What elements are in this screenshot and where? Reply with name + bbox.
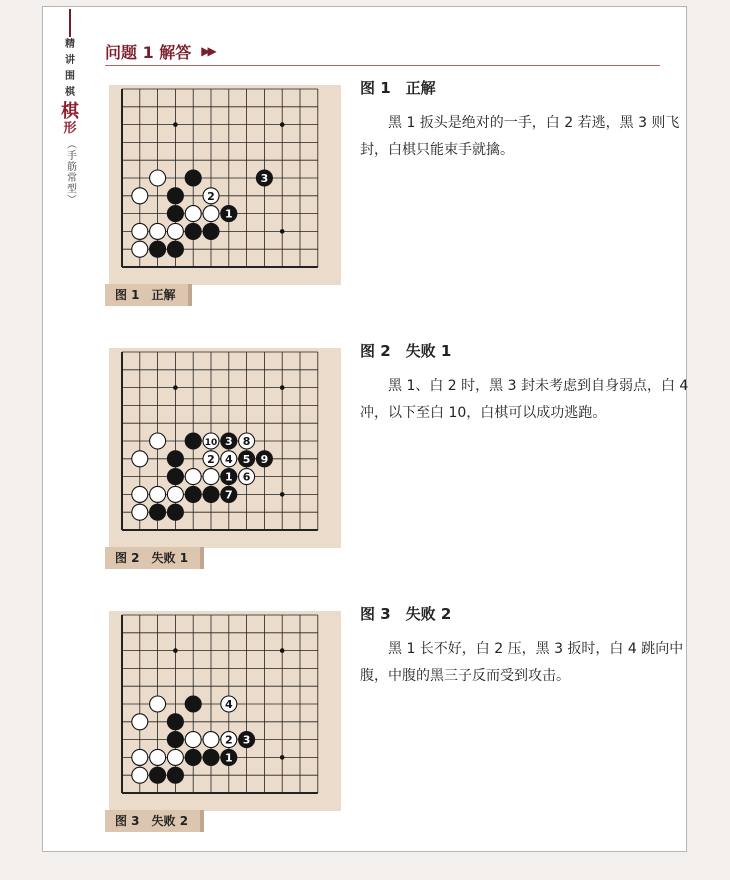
section-header bbox=[105, 37, 660, 66]
white-stone bbox=[221, 732, 237, 748]
black-stone bbox=[167, 241, 183, 257]
figure-1 bbox=[105, 77, 705, 307]
white-stone bbox=[239, 433, 255, 449]
move-number: 3 bbox=[260, 172, 269, 185]
star-point bbox=[280, 229, 285, 234]
figure-body: 黑 1 扳头是绝对的一手，白 2 若逃，黑 3 则飞封，白棋只能束手就擒。 bbox=[360, 115, 680, 158]
white-stone bbox=[221, 451, 237, 467]
white-stone bbox=[132, 714, 148, 730]
black-stone bbox=[167, 504, 183, 520]
figure-title: 图 1 正解 bbox=[360, 79, 436, 97]
go-board-1 bbox=[105, 77, 345, 307]
black-stone bbox=[167, 732, 183, 748]
move-number: 2 bbox=[224, 733, 233, 747]
figure-caption: 图 2 失败 1 bbox=[105, 547, 204, 569]
figure-title: 图 2 失败 1 bbox=[360, 342, 452, 360]
series-char: 围 bbox=[65, 71, 75, 82]
black-stone bbox=[185, 223, 201, 239]
move-number: 8 bbox=[242, 435, 251, 448]
go-board-2 bbox=[105, 340, 345, 570]
stone-circle bbox=[185, 469, 201, 485]
move-number: 3 bbox=[242, 733, 251, 747]
stone-circle bbox=[185, 223, 201, 239]
move-number: 1 bbox=[224, 207, 233, 221]
stone-circle bbox=[132, 188, 148, 204]
black-stone bbox=[185, 749, 201, 765]
stone-circle bbox=[150, 767, 166, 783]
star-point bbox=[173, 122, 178, 127]
stone-circle bbox=[167, 714, 183, 730]
white-stone bbox=[132, 486, 148, 502]
black-stone bbox=[221, 469, 237, 485]
figure-text bbox=[360, 603, 705, 690]
stone-circle bbox=[203, 486, 219, 502]
black-stone bbox=[256, 170, 272, 186]
stone-circle bbox=[203, 223, 219, 239]
black-stone bbox=[239, 732, 255, 748]
black-stone bbox=[221, 486, 237, 502]
stone-circle bbox=[185, 486, 201, 502]
figure-text bbox=[360, 77, 705, 164]
black-stone bbox=[185, 433, 201, 449]
stone-circle bbox=[132, 241, 148, 257]
move-number: 5 bbox=[242, 452, 251, 466]
move-number: 4 bbox=[224, 698, 233, 711]
move-number: 10 bbox=[204, 438, 218, 448]
stone-circle bbox=[203, 749, 219, 765]
series-char: 棋 bbox=[65, 87, 75, 98]
series-sidebar bbox=[57, 9, 83, 205]
stone-circle bbox=[203, 206, 219, 222]
white-stone bbox=[221, 696, 237, 712]
series-title-char: 棋 bbox=[61, 101, 79, 122]
black-stone bbox=[167, 206, 183, 222]
stone-circle bbox=[132, 504, 148, 520]
star-point bbox=[280, 755, 285, 760]
stone-circle bbox=[132, 486, 148, 502]
white-stone bbox=[150, 433, 166, 449]
stone-circle bbox=[150, 696, 166, 712]
section-title: 问题 1 解答 bbox=[105, 42, 192, 62]
book-page bbox=[42, 6, 687, 852]
stone-circle bbox=[167, 504, 183, 520]
star-point bbox=[280, 385, 285, 390]
series-char: 讲 bbox=[65, 55, 75, 66]
stone-circle bbox=[167, 767, 183, 783]
stone-circle bbox=[185, 206, 201, 222]
move-number: 1 bbox=[224, 751, 233, 765]
stone-circle bbox=[203, 469, 219, 485]
stone-circle bbox=[203, 732, 219, 748]
white-stone bbox=[132, 223, 148, 239]
black-stone bbox=[185, 696, 201, 712]
double-arrow-icon: ▶▶ bbox=[201, 44, 214, 58]
stone-circle bbox=[167, 206, 183, 222]
move-number: 9 bbox=[260, 452, 269, 466]
white-stone bbox=[132, 451, 148, 467]
black-stone bbox=[203, 749, 219, 765]
black-stone bbox=[167, 451, 183, 467]
white-stone bbox=[239, 469, 255, 485]
figure-caption: 图 1 正解 bbox=[105, 284, 192, 306]
star-point bbox=[173, 648, 178, 653]
white-stone bbox=[185, 206, 201, 222]
stone-circle bbox=[132, 749, 148, 765]
stone-circle bbox=[185, 749, 201, 765]
series-char: 精 bbox=[65, 39, 75, 50]
stone-circle bbox=[185, 433, 201, 449]
stone-circle bbox=[150, 223, 166, 239]
stone-circle bbox=[150, 504, 166, 520]
move-number: 1 bbox=[224, 470, 233, 484]
figure-2 bbox=[105, 340, 705, 570]
white-stone bbox=[185, 732, 201, 748]
go-board-diagram bbox=[105, 340, 345, 550]
stone-circle bbox=[167, 469, 183, 485]
star-point bbox=[173, 385, 178, 390]
black-stone bbox=[150, 767, 166, 783]
stone-circle bbox=[185, 732, 201, 748]
stone-circle bbox=[150, 749, 166, 765]
black-stone bbox=[167, 469, 183, 485]
white-stone bbox=[150, 696, 166, 712]
white-stone bbox=[150, 223, 166, 239]
sidebar-rule bbox=[69, 9, 71, 37]
white-stone bbox=[203, 433, 219, 449]
move-number: 4 bbox=[224, 452, 233, 466]
stone-circle bbox=[150, 486, 166, 502]
stone-circle bbox=[150, 241, 166, 257]
white-stone bbox=[132, 749, 148, 765]
black-stone bbox=[167, 188, 183, 204]
white-stone bbox=[132, 241, 148, 257]
white-stone bbox=[203, 451, 219, 467]
white-stone bbox=[203, 469, 219, 485]
series-subtitle: （手筋常型） bbox=[64, 139, 76, 205]
move-number: 3 bbox=[224, 435, 233, 448]
black-stone bbox=[185, 486, 201, 502]
figure-body: 黑 1、白 2 时，黑 3 封未考虑到自身弱点，白 4 冲，以下至白 10，白棋可以成功逃跑。 bbox=[360, 378, 689, 421]
star-point bbox=[280, 492, 285, 497]
go-board-diagram bbox=[105, 603, 345, 813]
white-stone bbox=[132, 504, 148, 520]
black-stone bbox=[221, 206, 237, 222]
stone-circle bbox=[150, 170, 166, 186]
white-stone bbox=[203, 206, 219, 222]
go-board-3 bbox=[105, 603, 345, 833]
stone-circle bbox=[132, 767, 148, 783]
white-stone bbox=[150, 486, 166, 502]
series-title-char: 形 bbox=[63, 121, 77, 136]
black-stone bbox=[203, 223, 219, 239]
stone-circle bbox=[185, 696, 201, 712]
white-stone bbox=[167, 486, 183, 502]
white-stone bbox=[203, 732, 219, 748]
black-stone bbox=[221, 433, 237, 449]
black-stone bbox=[150, 504, 166, 520]
black-stone bbox=[221, 749, 237, 765]
white-stone bbox=[132, 767, 148, 783]
figure-3 bbox=[105, 603, 705, 833]
move-number: 2 bbox=[207, 189, 215, 203]
stone-circle bbox=[167, 732, 183, 748]
white-stone bbox=[167, 223, 183, 239]
stone-circle bbox=[167, 188, 183, 204]
white-stone bbox=[203, 188, 219, 204]
black-stone bbox=[150, 241, 166, 257]
black-stone bbox=[203, 486, 219, 502]
figure-body: 黑 1 长不好，白 2 压，黑 3 扳时，白 4 跳向中腹，中腹的黑三子反而受到攻击。 bbox=[360, 641, 684, 684]
stone-circle bbox=[185, 170, 201, 186]
white-stone bbox=[132, 188, 148, 204]
stone-circle bbox=[167, 241, 183, 257]
figure-title: 图 3 失败 2 bbox=[360, 605, 452, 623]
stone-circle bbox=[167, 223, 183, 239]
black-stone bbox=[185, 170, 201, 186]
stone-circle bbox=[132, 451, 148, 467]
figure-caption: 图 3 失败 2 bbox=[105, 810, 204, 832]
move-number: 7 bbox=[224, 488, 233, 502]
stone-circle bbox=[167, 486, 183, 502]
stone-circle bbox=[167, 451, 183, 467]
move-number: 2 bbox=[207, 452, 215, 466]
black-stone bbox=[167, 767, 183, 783]
go-board-diagram bbox=[105, 77, 345, 287]
stone-circle bbox=[167, 749, 183, 765]
black-stone bbox=[239, 451, 255, 467]
black-stone bbox=[256, 451, 272, 467]
white-stone bbox=[167, 749, 183, 765]
black-stone bbox=[167, 714, 183, 730]
stone-circle bbox=[132, 223, 148, 239]
white-stone bbox=[185, 469, 201, 485]
stone-circle bbox=[132, 714, 148, 730]
figure-text bbox=[360, 340, 705, 427]
white-stone bbox=[150, 170, 166, 186]
move-number: 6 bbox=[242, 470, 251, 484]
star-point bbox=[280, 648, 285, 653]
stone-circle bbox=[150, 433, 166, 449]
white-stone bbox=[150, 749, 166, 765]
star-point bbox=[280, 122, 285, 127]
